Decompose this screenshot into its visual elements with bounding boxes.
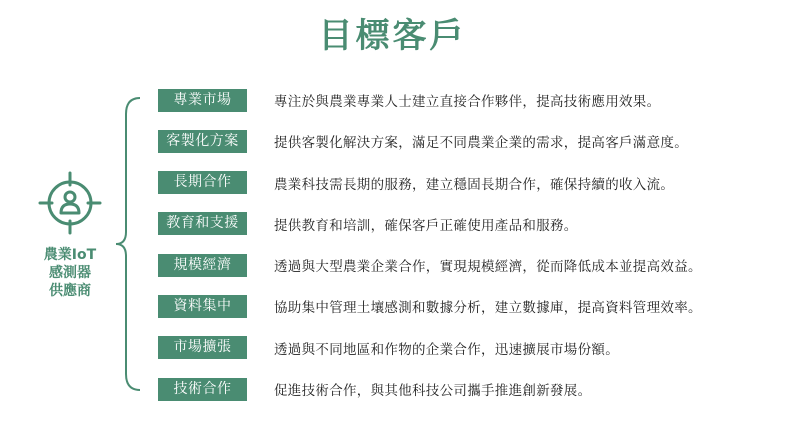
target-user-icon bbox=[37, 170, 103, 236]
category-description: 提供教育和培訓，確保客戶正確使用產品和服務。 bbox=[274, 217, 578, 234]
category-tag: 教育和支援 bbox=[158, 212, 247, 235]
list-item bbox=[158, 128, 702, 154]
category-tag: 規模經濟 bbox=[158, 254, 247, 277]
list-item bbox=[158, 170, 702, 196]
list-item bbox=[158, 335, 702, 361]
category-description: 農業科技需長期的服務，建立穩固長期合作，確保持續的收入流。 bbox=[274, 176, 675, 193]
list-item bbox=[158, 252, 702, 278]
grouping-brace bbox=[114, 96, 144, 392]
category-description: 提供客製化解決方案，滿足不同農業企業的需求，提高客戶滿意度。 bbox=[274, 135, 688, 152]
category-description: 透過與不同地區和作物的企業合作，迅速擴展市場份額。 bbox=[274, 341, 619, 358]
category-tag: 技術合作 bbox=[158, 378, 247, 401]
list-item bbox=[158, 376, 702, 402]
category-tag: 市場擴張 bbox=[158, 336, 247, 359]
page-title: 目標客戶 bbox=[318, 16, 467, 56]
list-item bbox=[158, 293, 702, 319]
category-description: 專注於與農業專業人士建立直接合作夥伴，提高技術應用效果。 bbox=[274, 94, 661, 110]
audience-label: 農業IoT 感測器 供應商 bbox=[43, 247, 97, 299]
category-tag: 長期合作 bbox=[158, 171, 247, 194]
category-tag: 客製化方案 bbox=[158, 130, 247, 153]
target-list bbox=[158, 87, 702, 417]
category-description: 透過與大型農業企業合作，實現規模經濟，從而降低成本並提高效益。 bbox=[274, 259, 702, 276]
category-tag: 專業市場 bbox=[158, 89, 247, 112]
category-description: 促進技術合作，與其他科技公司攜手推進創新發展。 bbox=[274, 383, 592, 400]
category-description: 協助集中管理土壤感測和數據分析，建立數據庫，提高資料管理效率。 bbox=[274, 300, 702, 317]
category-tag: 資料集中 bbox=[158, 295, 247, 318]
list-item bbox=[158, 87, 702, 113]
list-item bbox=[158, 211, 702, 237]
